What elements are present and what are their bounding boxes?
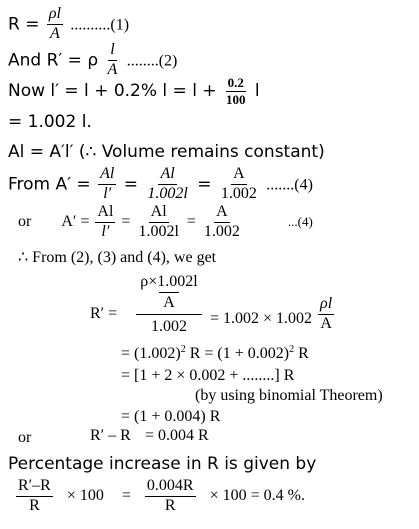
r-prime-rhs: = 1.002 × 1.002 $\frac{\rho l}{A}$ xyxy=(210,295,333,332)
resistance-lhs: R = xyxy=(8,14,40,35)
fraction-0004r-over-r: $\frac{0.004R}{R}$ xyxy=(146,477,194,514)
fraction-rho-l-over-a: $\frac{\rho l}{A}$ xyxy=(320,295,333,332)
percentage-result-line: $\frac{R'-R}{R}$ × 100 = $\frac{0.004R}{R}$ × 100 = 0.4 %. xyxy=(18,477,305,514)
binomial-note: (by using binomial Theorem) xyxy=(195,387,383,404)
equation-line-4: = 1.002 l. xyxy=(8,112,92,132)
main-fraction-bar xyxy=(136,314,202,315)
or-label-2: or xyxy=(18,429,32,446)
from-equations-line: ∴ From (2), (3) and (4), we get xyxy=(18,249,217,266)
fraction-a-over-1002: $\frac{A}{1.002}$ xyxy=(220,165,257,202)
fraction-percent: $\frac{0.2}{100}$ xyxy=(225,75,246,107)
percentage-heading: Percentage increase in R is given by xyxy=(8,454,317,474)
difference-lhs: R′ – R xyxy=(90,427,131,444)
fraction-al-over-1002l: $\frac{Al}{1.002l}$ xyxy=(147,165,188,202)
equation-line-6: From A′ = $\frac{Al}{l'}$ = $\frac{Al}{1.002l}$ = $\frac{A}{1.002}$ .......(4) xyxy=(8,165,313,202)
fraction-al-over-l-prime: $\frac{Al}{l'}$ xyxy=(97,203,114,240)
squared-expansion-line: = $(1.002)^2$ $R = (1 + 0.002)^2$ R xyxy=(121,344,309,362)
new-length-expression: Now l′ = l + 0.2% l = l + xyxy=(8,81,217,102)
r-prime-lhs: R′ = xyxy=(90,305,118,322)
equation-number: .......(4) xyxy=(266,176,313,194)
new-resistance-lhs: And R′ = ρ xyxy=(8,50,99,71)
binomial-expansion-line: = [1 + 2 × 0.002 + ........] R xyxy=(121,367,295,384)
equation-number: ...(4) xyxy=(287,213,313,229)
equation-line-7: or A′ = $\frac{Al}{l'}$ = $\frac{Al}{1.002l}$ = $\frac{A}{1.002}$ ...(4) xyxy=(18,203,313,240)
fraction-al-over-l-prime: $\frac{Al}{l'}$ xyxy=(100,165,115,202)
equation-line-3: Now l′ = l + 0.2% l = l + $\frac{0.2}{100}$ l xyxy=(8,75,260,107)
approximation-line: = (1 + 0.004) R xyxy=(121,408,221,425)
or-label: or xyxy=(18,212,32,230)
fraction-al-over-1002l: $\frac{Al}{1.002l}$ xyxy=(138,203,179,240)
fraction-a-over-1002: $\frac{A}{1.002}$ xyxy=(203,203,240,240)
fraction-l-over-a: $\frac{l}{A}$ xyxy=(107,41,118,78)
volume-constant-line: Al = A′l′ (∴ Volume remains constant) xyxy=(8,142,325,162)
difference-rhs: = 0.004 R xyxy=(145,427,209,444)
fraction-r-diff-over-r: $\frac{R'-R}{R}$ xyxy=(18,477,51,514)
equation-line-2 xyxy=(8,42,177,79)
fraction-rho-l-over-a: $\frac{\rho l}{A}$ xyxy=(48,5,61,42)
equation-number: ........(2) xyxy=(126,52,178,70)
compound-fraction: ρ×1.002l A 1.002 xyxy=(136,274,202,335)
equation-line-1 xyxy=(8,6,129,43)
equation-number: ..........(1) xyxy=(70,16,130,34)
